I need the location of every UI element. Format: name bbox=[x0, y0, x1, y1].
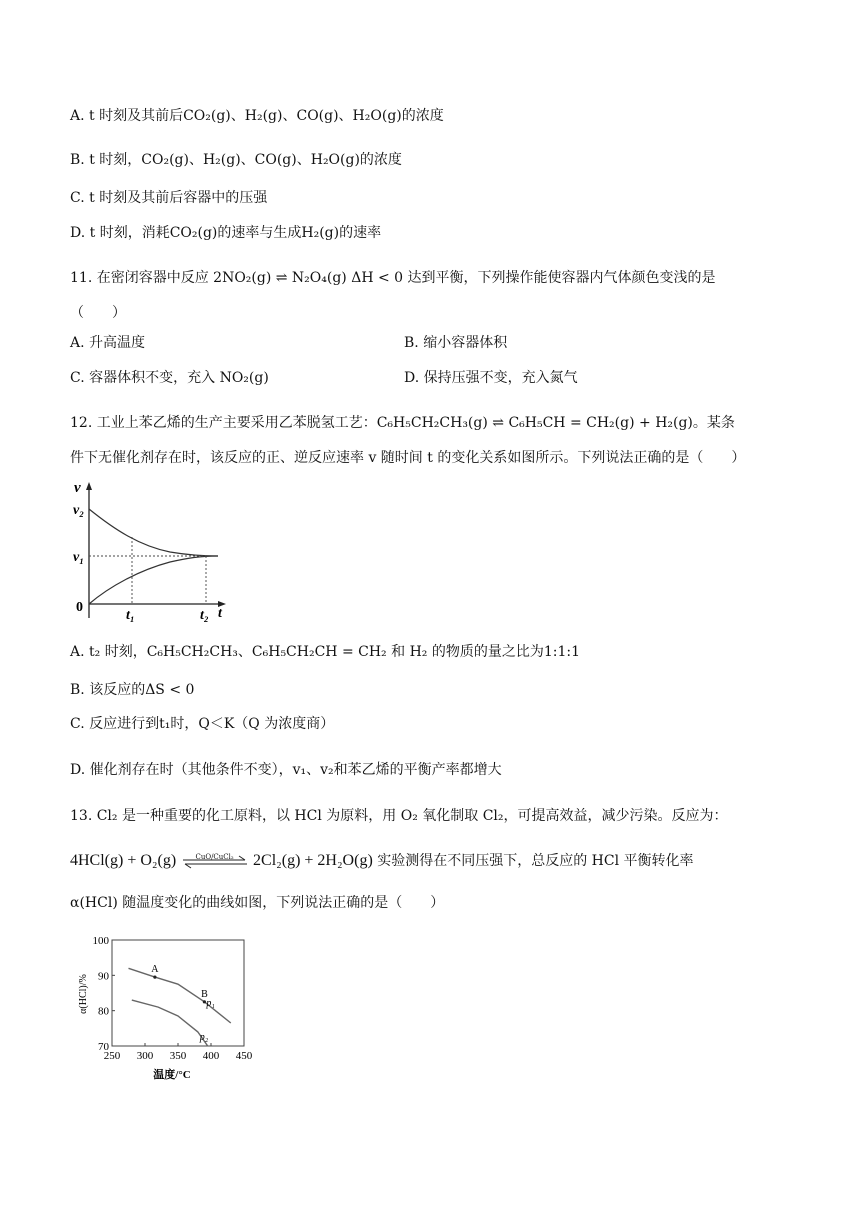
series-line-1 bbox=[129, 968, 231, 1023]
q13-stem-line2: 实验测得在不同压强下，总反应的 HCl 平衡转化率 bbox=[372, 853, 694, 869]
v2-label: v₂ bbox=[73, 503, 85, 518]
q13-eq-right: 2Cl₂(g) + 2H₂O(g) bbox=[253, 852, 373, 869]
q13-equation-line bbox=[70, 851, 694, 871]
y-tick-label: 90 bbox=[98, 970, 109, 983]
equilibrium-arrow-with-catalyst bbox=[181, 851, 249, 871]
q10-option-b: B. t 时刻，CO₂(g)、H₂(g)、CO(g)、H₂O(g)的浓度 bbox=[70, 152, 402, 168]
x-tick-label: 300 bbox=[136, 1050, 154, 1062]
point-label-A: A bbox=[151, 964, 159, 976]
y-axis-label: v bbox=[74, 480, 81, 496]
y-tick-label: 100 bbox=[92, 935, 109, 947]
q10-option-a: A. t 时刻及其前后CO₂(g)、H₂(g)、CO(g)、H₂O(g)的浓度 bbox=[70, 108, 444, 124]
series-label-1: p₁ bbox=[206, 997, 215, 1009]
point-marker-B bbox=[203, 1000, 206, 1003]
q11-stem: 11. 在密闭容器中反应 2NO₂(g) ⇌ N₂O₄(g) ΔH < 0 达到平衡，下列操作能使容器内气体颜色变浅的是 bbox=[70, 270, 716, 286]
x-tick-label: 450 bbox=[235, 1050, 253, 1062]
t2-label: t₂ bbox=[200, 608, 209, 623]
hcl-conversion-chart bbox=[74, 930, 264, 1082]
y-tick-label: 80 bbox=[98, 1005, 109, 1018]
v1-label: v₁ bbox=[73, 550, 85, 565]
q10-option-c: C. t 时刻及其前后容器中的压强 bbox=[70, 190, 268, 206]
y-tick-label: 70 bbox=[98, 1041, 109, 1053]
q12-option-b: B. 该反应的ΔS < 0 bbox=[70, 682, 195, 698]
plot-frame bbox=[112, 940, 244, 1046]
rate-time-figure bbox=[70, 478, 230, 628]
x-tick-label: 350 bbox=[169, 1050, 187, 1062]
q11-option-d: D. 保持压强不变，充入氮气 bbox=[404, 370, 578, 386]
t1-label: t₁ bbox=[126, 608, 135, 623]
reverse-rate-curve bbox=[89, 556, 218, 604]
q12-option-c: C. 反应进行到t₁时，Q＜K（Q 为浓度商） bbox=[70, 716, 335, 732]
q12-stem-line2: 件下无催化剂存在时，该反应的正、逆反应速率 v 随时间 t 的变化关系如图所示。下列说法正确的是（ ） bbox=[70, 450, 746, 466]
point-label-B: B bbox=[201, 988, 208, 1000]
q11-option-c: C. 容器体积不变，充入 NO₂(g) bbox=[70, 370, 269, 386]
q12-option-a: A. t₂ 时刻，C₆H₅CH₂CH₃、C₆H₅CH₂CH = CH₂ 和 H₂ 的物质的量之比为1:1:1 bbox=[70, 644, 581, 660]
x-tick-label: 250 bbox=[103, 1050, 121, 1062]
x-axis-label: t bbox=[218, 606, 222, 621]
point-marker-A bbox=[153, 976, 156, 979]
q13-catalyst: CuO/CuCl₂ bbox=[195, 853, 234, 861]
q11-paren: （ ） bbox=[70, 305, 126, 321]
q12-option-d: D. 催化剂存在时（其他条件不变），v₁、v₂和苯乙烯的平衡产率都增大 bbox=[70, 762, 502, 778]
q13-stem-line3: α(HCl) 随温度变化的曲线如图，下列说法正确的是（ ） bbox=[70, 895, 445, 911]
equilibrium-arrow-icon bbox=[181, 851, 249, 871]
q11-option-a: A. 升高温度 bbox=[70, 335, 146, 351]
y-axis-arrow bbox=[86, 482, 92, 490]
chart-ylabel: α(HCl)/% bbox=[78, 974, 89, 1014]
series-label-2: p₂ bbox=[199, 1031, 209, 1043]
x-tick-label: 400 bbox=[202, 1050, 220, 1062]
q12-stem-line1: 12. 工业上苯乙烯的生产主要采用乙苯脱氢工艺：C₆H₅CH₂CH₃(g) ⇌ C₆H₅CH = CH₂(g) + H₂(g)。某条 bbox=[70, 415, 735, 431]
forward-rate-curve bbox=[89, 509, 218, 556]
chart-xlabel: 温度/°C bbox=[153, 1069, 191, 1081]
q10-option-d: D. t 时刻，消耗CO₂(g)的速率与生成H₂(g)的速率 bbox=[70, 225, 382, 241]
q13-stem-line1: 13. Cl₂ 是一种重要的化工原料，以 HCl 为原料，用 O₂ 氧化制取 Cl₂，可提高效益，减少污染。反应为： bbox=[70, 808, 728, 824]
q13-eq-left: 4HCl(g) + O₂(g) bbox=[70, 852, 177, 869]
q11-option-b: B. 缩小容器体积 bbox=[404, 335, 508, 351]
origin-label: 0 bbox=[76, 600, 83, 615]
series-line-2 bbox=[132, 1000, 208, 1046]
